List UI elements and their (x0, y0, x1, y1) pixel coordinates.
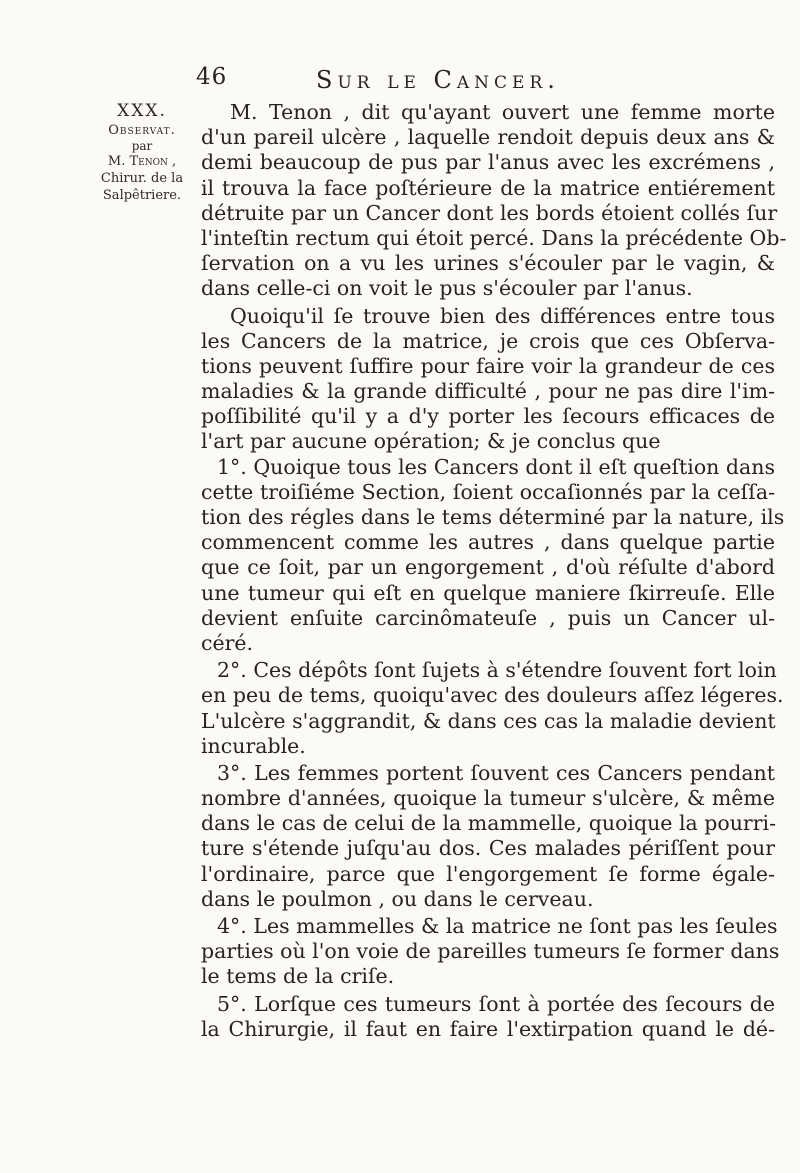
text-line: incurable. (201, 733, 306, 758)
text-line: que ce ſoit, par un engorgement , d'où réſulte d'abord (201, 555, 775, 580)
text-line: Quoiqu'il ſe trouve bien des différences entre tous (230, 303, 775, 328)
text-line: poſſibilité qu'il y a d'y porter les ſecours efficaces de (201, 404, 775, 429)
running-head (196, 64, 780, 98)
text-line: 2°. Ces dépôts ſont ſujets à s'étendre ſouvent fort loin (217, 658, 777, 683)
text-line: maladies & la grande difficulté , pour ne pas dire l'im- (201, 379, 775, 404)
text-line: M. Tenon , dit qu'ayant ouvert une femme morte (230, 100, 775, 124)
text-line: 4°. Les mammelles & la matrice ne ſont pas les ſeules (217, 914, 778, 938)
text-line: les Cancers de la matrice, je crois que ces Obſerva- (201, 328, 775, 353)
text-line: commencent comme les autres , dans quelque partie (201, 530, 775, 555)
running-title: Sur le Cancer. (316, 66, 560, 94)
observation-author: M. Tenon , (107, 154, 177, 169)
text-line: devient enſuite carcinômateuſe , puis un Cancer ul- (201, 605, 775, 630)
text-line: tions peuvent ſuffire pour faire voir la grandeur de ces (201, 353, 775, 378)
text-line: nombre d'années, quoique la tumeur s'ulcère, & même (201, 786, 775, 811)
text-line: tion des régles dans le tems déterminé par la nature, ils (201, 505, 785, 529)
observation-number: XXX. (117, 101, 167, 121)
text-line: ture s'étende juſqu'au dos. Ces malades périſſent pour (201, 836, 775, 861)
text-line: dans le cas de celui de la mammelle, quoique la pourri- (201, 811, 777, 836)
margin-note (84, 100, 200, 204)
text-line: dans le poulmon , ou dans le cerveau. (201, 886, 594, 911)
observation-role-line-2: Salpêtriere. (102, 188, 182, 203)
text-line: dans celle-ci on voit le pus s'écouler par l'anus. (201, 276, 693, 301)
text-line: le tems de la criſe. (201, 964, 395, 989)
text-line: d'un pareil ulcère , laquelle rendoit depuis deux ans & (201, 125, 775, 150)
text-line: cette troiſiéme Section, ſoient occaſionnés par la ceſſa- (201, 479, 775, 504)
text-line: ſervation on a vu les urines s'écouler par le vagin, & (201, 251, 775, 276)
text-line: céré. (201, 630, 254, 655)
text-line: 5°. Lorſque ces tumeurs ſont à portée des ſecours de (217, 991, 775, 1016)
text-line: l'art par aucune opération; & je conclus que (201, 429, 661, 454)
observation-label: Observat. (108, 123, 176, 138)
text-line: demi beaucoup de pus par l'anus avec les excrémens , (201, 150, 775, 175)
text-line: l'inteſtin rectum qui étoit percé. Dans la précédente Ob- (201, 225, 787, 250)
page-number: 46 (196, 64, 228, 90)
body-text (201, 100, 787, 1042)
text-line: L'ulcère s'aggrandit, & dans ces cas la maladie devient (201, 708, 776, 733)
text-line: une tumeur qui eſt en quelque maniere ſkirreuſe. Elle (201, 580, 775, 605)
text-line: il trouva la face poſtérieure de la matrice entiérement (201, 175, 775, 200)
text-line: 1°. Quoique tous les Cancers dont il eſt queſtion dans (217, 454, 775, 479)
text-line: parties où l'on voie de pareilles tumeurs ſe former dans (201, 939, 780, 964)
observation-by: par (131, 139, 153, 153)
text-line: détruite par un Cancer dont les bords étoient collés ſur (201, 200, 778, 225)
text-line: 3°. Les femmes portent ſouvent ces Cancers pendant (217, 760, 775, 785)
observation-role-line-1: Chirur. de la (100, 171, 184, 186)
text-line: la Chirurgie, il faut en faire l'extirpation quand le dé- (201, 1016, 775, 1041)
text-line: en peu de tems, quoiqu'avec des douleurs aſſez légeres. (201, 683, 784, 708)
text-line: l'ordinaire, parce que l'engorgement ſe forme égale- (201, 861, 775, 886)
